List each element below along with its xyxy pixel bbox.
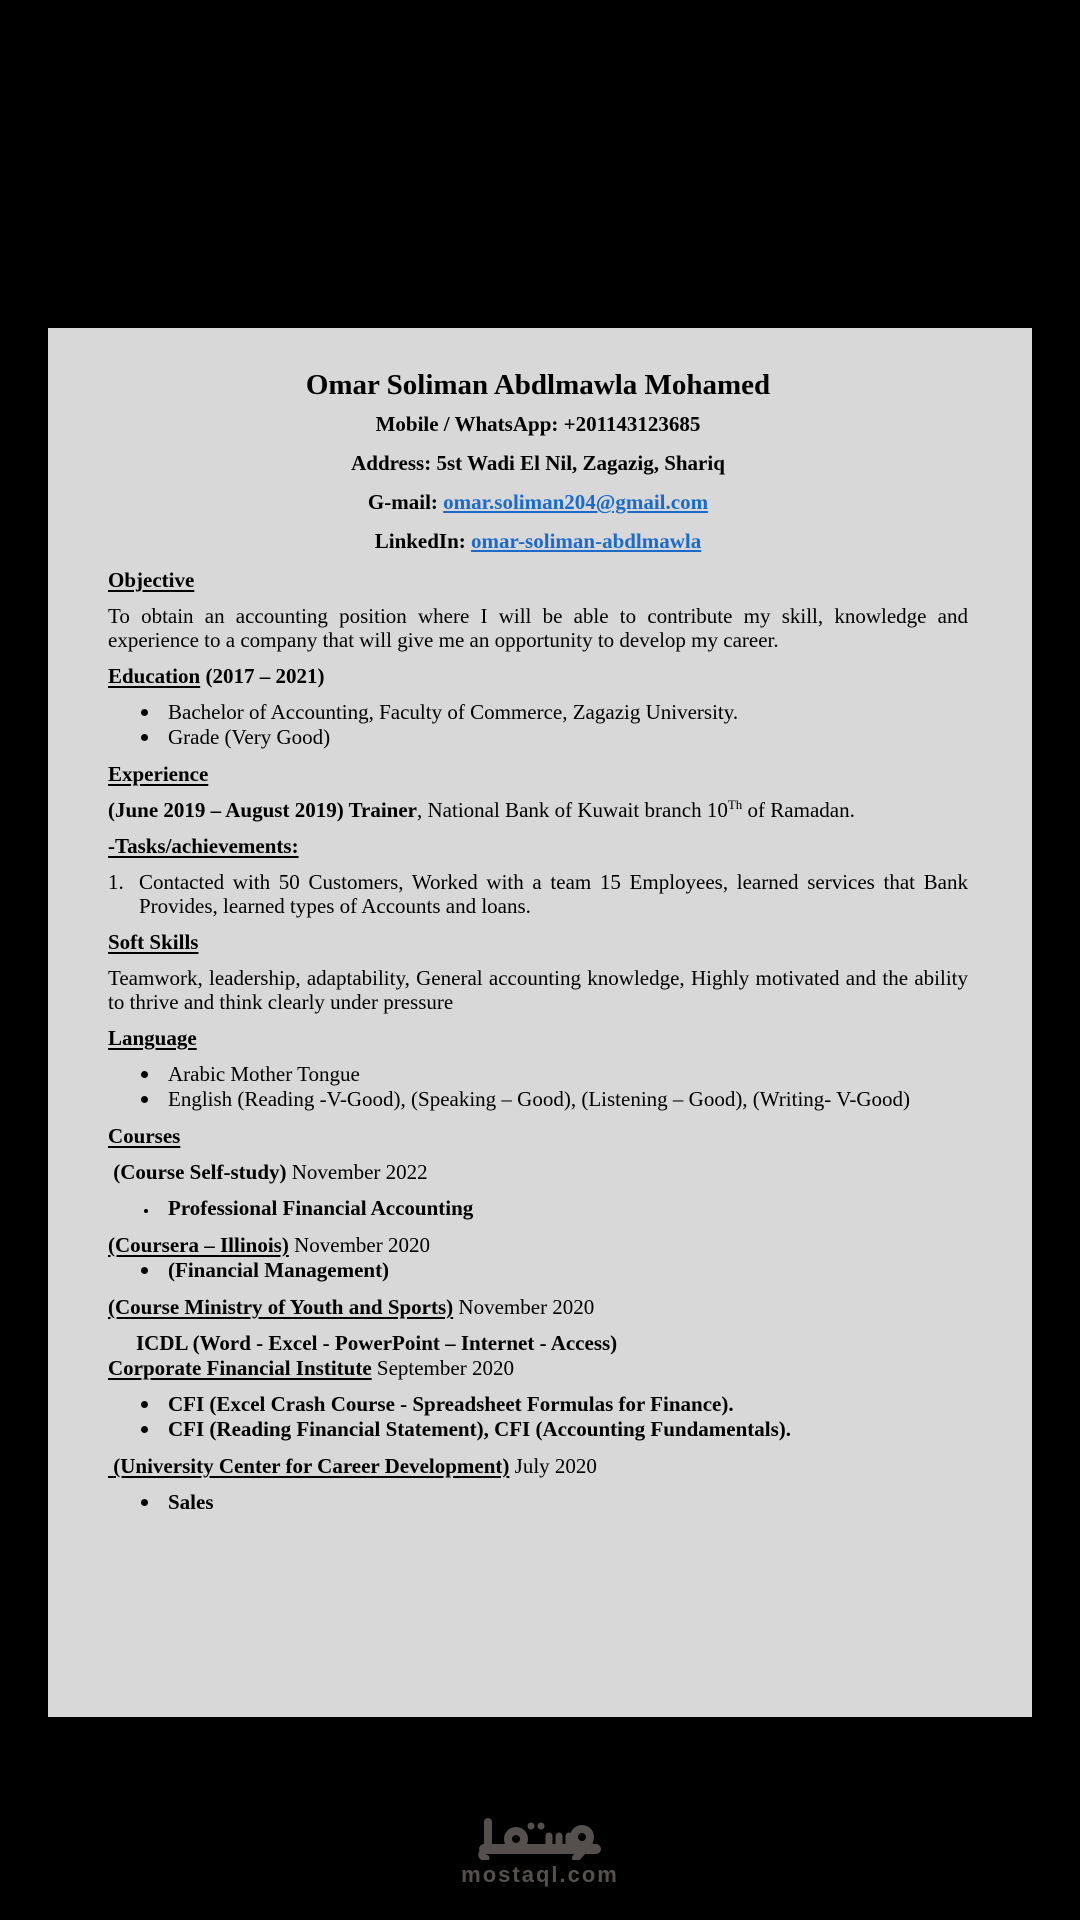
section-heading-objective: Objective — [108, 568, 195, 592]
contact-email — [108, 490, 968, 514]
list-item: CFI (Excel Crash Course - Spreadsheet Formulas for Finance). — [108, 1392, 968, 1417]
mostaql-watermark — [0, 1818, 1080, 1888]
mostaql-logo-arabic-icon — [475, 1818, 605, 1860]
ordinal-superscript: Th — [727, 797, 743, 812]
linkedin-label: LinkedIn: — [374, 529, 472, 553]
list-number: 1. — [108, 870, 124, 894]
education-list — [108, 700, 968, 750]
objective-paragraph: To obtain an accounting position where I will be able to contribute my skill, knowledge and experience to a company that will give me an opportunity to develop my career. — [108, 604, 974, 652]
course-university: (University Center for Career Development) July 2020 — [108, 1454, 597, 1478]
tasks-item-1 — [108, 870, 974, 918]
tasks-item-text: Contacted with 50 Customers, Worked with a team 15 Employees, learned services that Bank Provides, learned types of Accounts and loans. — [139, 870, 974, 918]
self-study-list — [108, 1196, 968, 1221]
section-heading-courses: Courses — [108, 1124, 181, 1148]
course-self-study: (Course Self-study) November 2022 — [108, 1160, 428, 1184]
list-item: English (Reading -V-Good), (Speaking – Good), (Listening – Good), (Writing- V-Good) — [108, 1087, 968, 1112]
list-item: CFI (Reading Financial Statement), CFI (Accounting Fundamentals). — [108, 1417, 968, 1442]
list-item: Professional Financial Accounting — [108, 1196, 968, 1221]
email-link[interactable]: omar.soliman204@gmail.com — [443, 490, 709, 514]
section-heading-soft-skills: Soft Skills — [108, 930, 199, 954]
list-item: Grade (Very Good) — [108, 725, 968, 750]
address-text: Address: 5st Wadi El Nil, Zagazig, Shariq — [351, 451, 725, 475]
soft-skills-paragraph: Teamwork, leadership, adaptability, General accounting knowledge, Highly motivated and the ability to thrive and think clearly under pressure — [108, 966, 974, 1014]
list-item: Sales — [108, 1490, 968, 1515]
contact-linkedin — [108, 529, 968, 553]
list-item: (Financial Management) — [108, 1258, 968, 1283]
mostaql-site-text: mostaql.com — [461, 1862, 619, 1887]
list-item: Bachelor of Accounting, Faculty of Commerce, Zagazig University. — [108, 700, 968, 725]
cfi-list — [108, 1392, 968, 1442]
list-item: Arabic Mother Tongue — [108, 1062, 968, 1087]
contact-mobile — [108, 412, 968, 436]
course-ministry: (Course Ministry of Youth and Sports) November 2020 — [108, 1295, 595, 1319]
email-label: G-mail: — [367, 490, 444, 514]
section-heading-experience: Experience — [108, 762, 209, 786]
resume-document — [48, 328, 1032, 1717]
linkedin-link[interactable]: omar-soliman-abdlmawla — [471, 529, 702, 553]
course-corporate: Corporate Financial Institute September 2020 — [108, 1356, 514, 1380]
university-list — [108, 1490, 968, 1515]
section-heading-education: Education (2017 – 2021) — [108, 664, 325, 688]
experience-paragraph: (June 2019 – August 2019) Trainer, National Bank of Kuwait branch 10Th of Ramadan. — [108, 797, 855, 822]
section-heading-language: Language — [108, 1026, 197, 1050]
language-list — [108, 1062, 968, 1112]
course-icdl: ICDL (Word - Excel - PowerPoint – Internet - Access) — [136, 1331, 618, 1355]
course-coursera: (Coursera – Illinois) November 2020 — [108, 1233, 430, 1257]
document-title: Omar Soliman Abdlmawla Mohamed — [305, 369, 771, 401]
contact-address — [108, 451, 968, 475]
coursera-list — [108, 1258, 968, 1283]
experience-role: (June 2019 – August 2019) Trainer — [108, 798, 417, 822]
section-heading-tasks: -Tasks/achievements: — [108, 834, 299, 858]
mobile-whatsapp-text: Mobile / WhatsApp: +201143123685 — [375, 412, 701, 436]
